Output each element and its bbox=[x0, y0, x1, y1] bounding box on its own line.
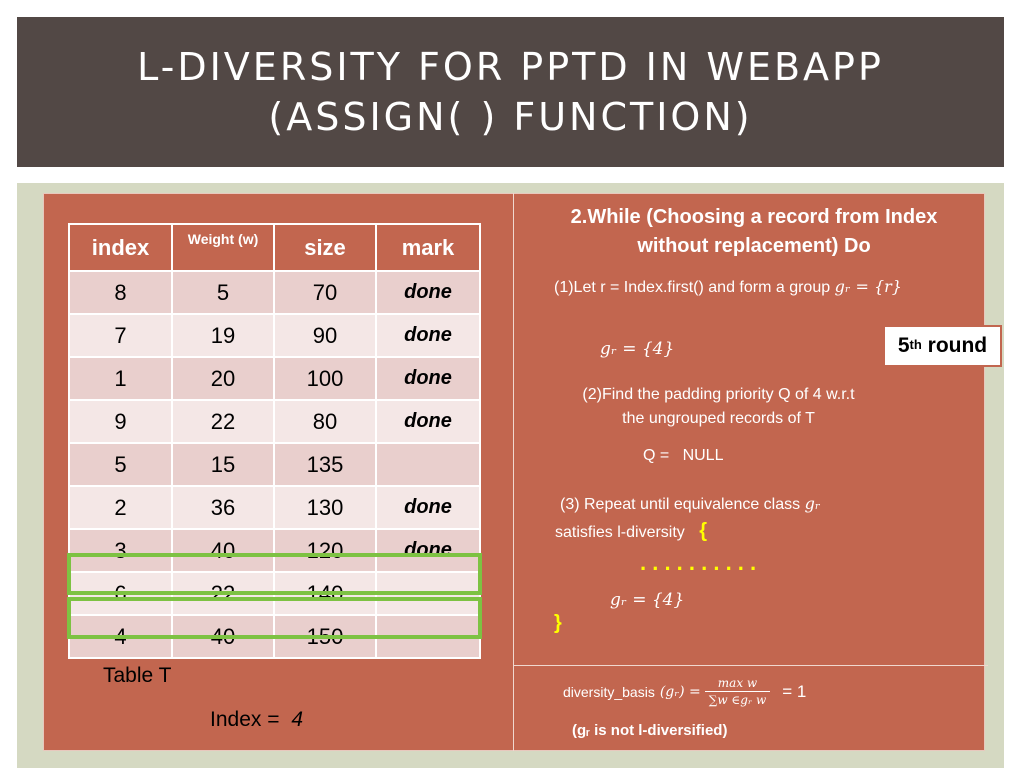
table-row bbox=[69, 486, 480, 529]
diversity-arg: (gᵣ) = bbox=[659, 683, 701, 700]
group-value-2: gᵣ = {4} bbox=[610, 590, 685, 610]
round-number: 5 bbox=[897, 334, 910, 357]
step-3-math: gᵣ bbox=[804, 494, 821, 513]
table-row bbox=[69, 357, 480, 400]
cell-size: 80 bbox=[274, 400, 376, 443]
cell-size: 100 bbox=[274, 357, 376, 400]
diversity-result: = 1 bbox=[782, 681, 807, 701]
table-row bbox=[69, 271, 480, 314]
cell-index: 2 bbox=[69, 486, 172, 529]
title-line-2: (ASSIGN( ) FUNCTION) bbox=[268, 95, 753, 139]
cell-weight: 40 bbox=[172, 529, 274, 572]
cell-weight: 19 bbox=[172, 314, 274, 357]
cell-size: 120 bbox=[274, 529, 376, 572]
vertical-divider bbox=[513, 193, 514, 751]
cell-size: 150 bbox=[274, 615, 376, 658]
slide-title bbox=[137, 42, 884, 142]
round-word: round bbox=[927, 334, 988, 357]
title-bar bbox=[17, 17, 1004, 167]
index-label: Index = 4 bbox=[210, 708, 304, 731]
step-3-line-1: (3) Repeat until equivalence class gᵣ bbox=[560, 494, 821, 513]
header-index: index bbox=[69, 224, 172, 271]
row-highlight bbox=[67, 597, 482, 639]
cell-index: 6 bbox=[69, 572, 172, 615]
cell-size: 90 bbox=[274, 314, 376, 357]
table-row bbox=[69, 443, 480, 486]
cell-weight: 36 bbox=[172, 486, 274, 529]
while-heading-line-2: without replacement) Do bbox=[637, 235, 871, 257]
cell-mark bbox=[376, 443, 480, 486]
header-mark: mark bbox=[376, 224, 480, 271]
open-brace: { bbox=[699, 520, 708, 542]
q-value: Q = NULL bbox=[643, 447, 724, 464]
step-2: (2)Find the padding priority Q of 4 w.r.t the ungrouped records of T bbox=[582, 386, 855, 427]
title-line-1: L-DIVERSITY FOR PPTD IN WEBAPP bbox=[137, 45, 884, 89]
cell-weight: 40 bbox=[172, 615, 274, 658]
diversity-fraction bbox=[705, 676, 770, 707]
cell-size: 130 bbox=[274, 486, 376, 529]
diversity-label: diversity_basis bbox=[563, 683, 655, 700]
ellipsis: . . . . . . . . . . bbox=[640, 550, 757, 575]
cell-index: 9 bbox=[69, 400, 172, 443]
diversity-formula bbox=[563, 676, 806, 707]
horizontal-divider bbox=[513, 665, 988, 666]
group-value-1: gᵣ = {4} bbox=[600, 339, 675, 359]
step-3-line-2: satisfies l-diversity { bbox=[555, 520, 708, 542]
while-heading-line-1: 2.While (Choosing a record from Index bbox=[570, 206, 938, 228]
index-value: 4 bbox=[291, 708, 304, 731]
cell-mark: done bbox=[376, 400, 480, 443]
fraction-numerator: max w bbox=[705, 676, 770, 692]
cell-weight: 15 bbox=[172, 443, 274, 486]
cell-index: 8 bbox=[69, 271, 172, 314]
cell-index: 5 bbox=[69, 443, 172, 486]
fraction-denominator: ∑w ∈gᵣ w bbox=[708, 693, 767, 707]
header-size: size bbox=[274, 224, 376, 271]
cell-weight: 22 bbox=[172, 400, 274, 443]
cell-index: 3 bbox=[69, 529, 172, 572]
cell-weight: 5 bbox=[172, 271, 274, 314]
cell-mark: done bbox=[376, 486, 480, 529]
header-weight: Weight (w) bbox=[172, 224, 274, 271]
cell-index: 4 bbox=[69, 615, 172, 658]
round-suffix: th bbox=[909, 336, 922, 352]
cell-index: 7 bbox=[69, 314, 172, 357]
table-row bbox=[69, 400, 480, 443]
cell-size: 135 bbox=[274, 443, 376, 486]
round-badge bbox=[883, 325, 1002, 367]
row-highlight bbox=[67, 553, 482, 595]
cell-mark: done bbox=[376, 271, 480, 314]
cell-index: 1 bbox=[69, 357, 172, 400]
conclusion: (gᵣ is not l-diversified) bbox=[572, 722, 728, 739]
cell-size: 140 bbox=[274, 572, 376, 615]
table-row bbox=[69, 314, 480, 357]
cell-size: 70 bbox=[274, 271, 376, 314]
cell-mark: done bbox=[376, 529, 480, 572]
cell-mark: done bbox=[376, 357, 480, 400]
cell-weight: 22 bbox=[172, 572, 274, 615]
cell-weight: 20 bbox=[172, 357, 274, 400]
close-brace: } bbox=[554, 612, 562, 634]
cell-mark: done bbox=[376, 314, 480, 357]
table-label: Table T bbox=[103, 664, 172, 687]
while-heading bbox=[524, 203, 984, 261]
step-1-math: gᵣ = {r} bbox=[834, 277, 902, 296]
step-1: (1)Let r = Index.first() and form a group gᵣ = {r} bbox=[554, 277, 902, 296]
